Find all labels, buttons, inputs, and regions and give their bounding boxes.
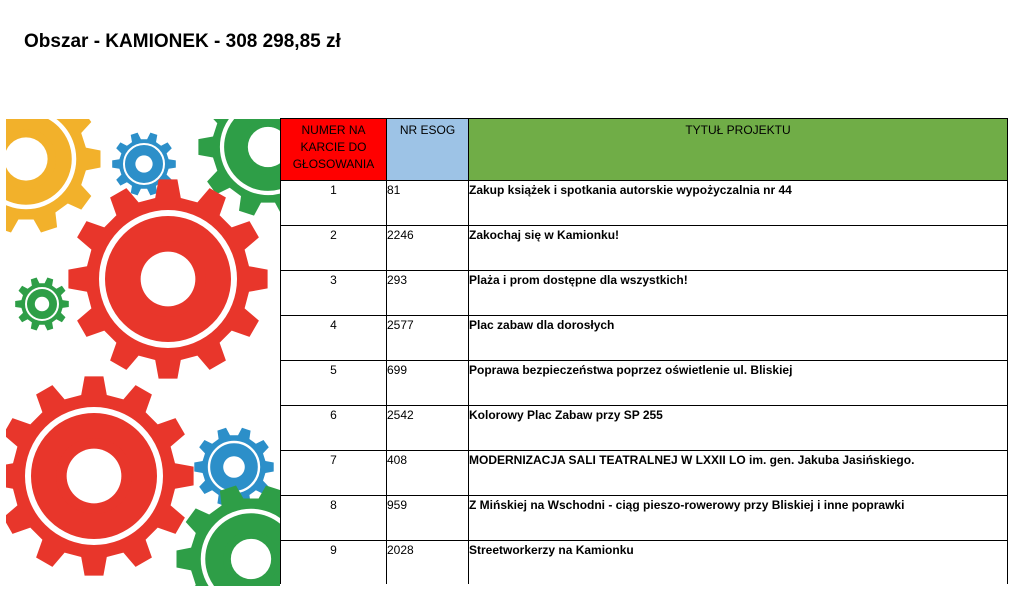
table-row [281, 361, 1008, 406]
row-title: Plaża i prom dostępne dla wszystkich! [469, 271, 1008, 316]
table-row [281, 451, 1008, 496]
table-row [281, 406, 1008, 451]
row-esog: 2577 [387, 316, 469, 361]
row-number: 7 [281, 451, 387, 496]
row-number: 8 [281, 496, 387, 541]
row-title: Zakup książek i spotkania autorskie wypożyczalnia nr 44 [469, 181, 1008, 226]
row-esog: 293 [387, 271, 469, 316]
row-esog: 959 [387, 496, 469, 541]
row-number: 9 [281, 541, 387, 584]
row-esog: 2246 [387, 226, 469, 271]
gears-illustration [6, 119, 280, 586]
row-title: Zakochaj się w Kamionku! [469, 226, 1008, 271]
row-title: Streetworkerzy na Kamionku [469, 541, 1008, 584]
row-number: 3 [281, 271, 387, 316]
table-row [281, 181, 1008, 226]
row-title: Poprawa bezpieczeństwa poprzez oświetlenie ul. Bliskiej [469, 361, 1008, 406]
small-green-gear-icon [15, 278, 69, 331]
red-gear-icon [68, 179, 267, 378]
row-number: 2 [281, 226, 387, 271]
table-row [281, 496, 1008, 541]
row-number: 1 [281, 181, 387, 226]
green-gear-icon [177, 486, 281, 587]
red-gear-icon [6, 376, 194, 575]
row-esog: 408 [387, 451, 469, 496]
header-title: TYTUŁ PROJEKTU [469, 119, 1008, 181]
table-row [281, 226, 1008, 271]
row-esog: 2542 [387, 406, 469, 451]
header-esog: NR ESOG [387, 119, 469, 181]
row-esog: 81 [387, 181, 469, 226]
table-row [281, 316, 1008, 361]
page-title: Obszar - KAMIONEK - 308 298,85 zł [24, 31, 341, 52]
row-title: MODERNIZACJA SALI TEATRALNEJ W LXXII LO im. gen. Jakuba Jasińskiego. [469, 451, 1008, 496]
row-number: 6 [281, 406, 387, 451]
row-esog: 699 [387, 361, 469, 406]
yellow-gear-icon [6, 119, 101, 233]
header-number: NUMER NA KARCIE DO GŁOSOWANIA [281, 119, 387, 181]
table-row [281, 541, 1008, 584]
row-number: 5 [281, 361, 387, 406]
projects-table [280, 118, 1008, 584]
row-esog: 2028 [387, 541, 469, 584]
row-title: Kolorowy Plac Zabaw przy SP 255 [469, 406, 1008, 451]
row-title: Z Mińskiej na Wschodni - ciąg pieszo-rowerowy przy Bliskiej i inne poprawki [469, 496, 1008, 541]
row-number: 4 [281, 316, 387, 361]
row-title: Plac zabaw dla dorosłych [469, 316, 1008, 361]
table-row [281, 271, 1008, 316]
table-header-row [281, 119, 1008, 181]
